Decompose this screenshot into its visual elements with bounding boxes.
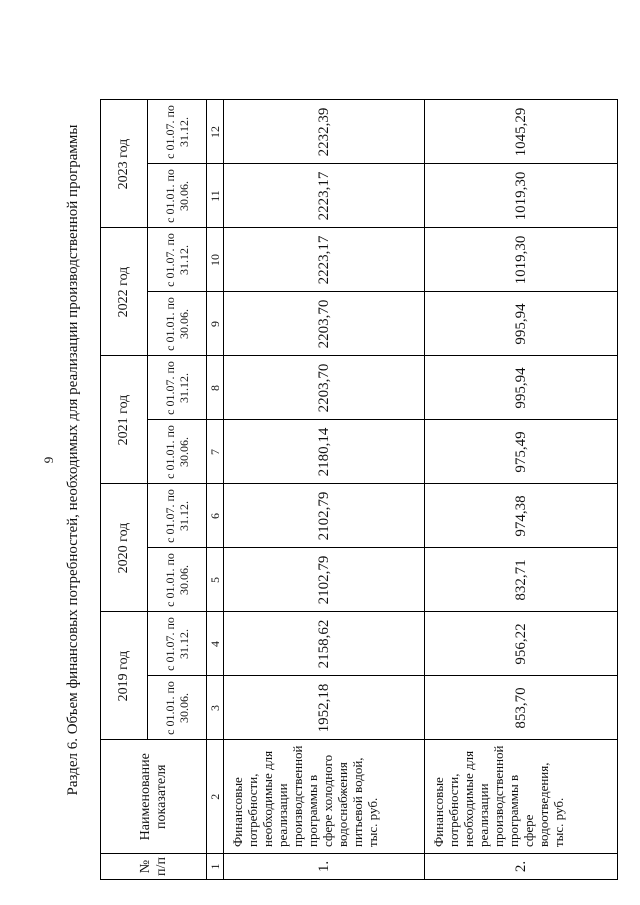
row-number: 2. <box>425 854 618 880</box>
header-year: 2022 год <box>101 228 148 356</box>
value-cell: 956,22 <box>425 612 618 676</box>
header-year: 2021 год <box>101 356 148 484</box>
column-number: 3 <box>207 676 224 740</box>
column-number: 8 <box>207 356 224 420</box>
section-title: Раздел 6. Объем финансовых потребностей, необходимых для реализации производственной программы <box>65 124 81 796</box>
value-cell: 1019,30 <box>425 228 618 292</box>
row-name: Финансовые потребности, необходимые для реализации производственной программы в сфере водоотведения, тыс. руб. <box>425 740 618 854</box>
header-period: с 01.07. по 31.12. <box>148 356 207 420</box>
page-number: 9 <box>41 456 56 464</box>
column-number-row <box>207 100 224 880</box>
column-number: 12 <box>207 100 224 164</box>
value-cell: 2203,70 <box>224 292 425 356</box>
header-period: с 01.07. по 31.12. <box>148 612 207 676</box>
value-cell: 2180,14 <box>224 420 425 484</box>
value-cell: 2223,17 <box>224 228 425 292</box>
row-number: 1. <box>224 854 425 880</box>
column-number: 9 <box>207 292 224 356</box>
value-cell: 1045,29 <box>425 100 618 164</box>
header-year: 2023 год <box>101 100 148 228</box>
table-row <box>425 100 618 880</box>
column-number: 1 <box>207 854 224 880</box>
value-cell: 2223,17 <box>224 164 425 228</box>
value-cell: 2102,79 <box>224 484 425 548</box>
header-no: № п/п <box>101 854 207 880</box>
column-number: 7 <box>207 420 224 484</box>
value-cell: 975,49 <box>425 420 618 484</box>
column-number: 4 <box>207 612 224 676</box>
value-cell: 995,94 <box>425 356 618 420</box>
value-cell: 974,38 <box>425 484 618 548</box>
value-cell: 2102,79 <box>224 548 425 612</box>
header-period: с 01.01. по 30.06. <box>148 676 207 740</box>
column-number: 2 <box>207 740 224 854</box>
row-name: Финансовые потребности, необходимые для реализации производственной программы в сфере холодного водоснабжения питьевой водой, тыс. руб. <box>224 740 425 854</box>
header-period: с 01.07. по 31.12. <box>148 484 207 548</box>
value-cell: 2203,70 <box>224 356 425 420</box>
value-cell: 853,70 <box>425 676 618 740</box>
header-year: 2020 год <box>101 484 148 612</box>
value-cell: 1952,18 <box>224 676 425 740</box>
header-period: с 01.01. по 30.06. <box>148 164 207 228</box>
header-period: с 01.07. по 31.12. <box>148 100 207 164</box>
header-period: с 01.01. по 30.06. <box>148 420 207 484</box>
header-period: с 01.07. по 31.12. <box>148 228 207 292</box>
column-number: 5 <box>207 548 224 612</box>
header-period: с 01.01. по 30.06. <box>148 292 207 356</box>
header-period: с 01.01. по 30.06. <box>148 548 207 612</box>
value-cell: 832,71 <box>425 548 618 612</box>
header-name: Наименование показателя <box>101 740 207 854</box>
column-number: 11 <box>207 164 224 228</box>
value-cell: 995,94 <box>425 292 618 356</box>
value-cell: 2232,39 <box>224 100 425 164</box>
financial-needs-table <box>100 100 618 881</box>
value-cell: 1019,30 <box>425 164 618 228</box>
table-row <box>224 100 425 880</box>
rotated-content <box>60 30 640 890</box>
header-year: 2019 год <box>101 612 148 740</box>
header-year-row <box>101 100 148 880</box>
value-cell: 2158,62 <box>224 612 425 676</box>
column-number: 10 <box>207 228 224 292</box>
column-number: 6 <box>207 484 224 548</box>
